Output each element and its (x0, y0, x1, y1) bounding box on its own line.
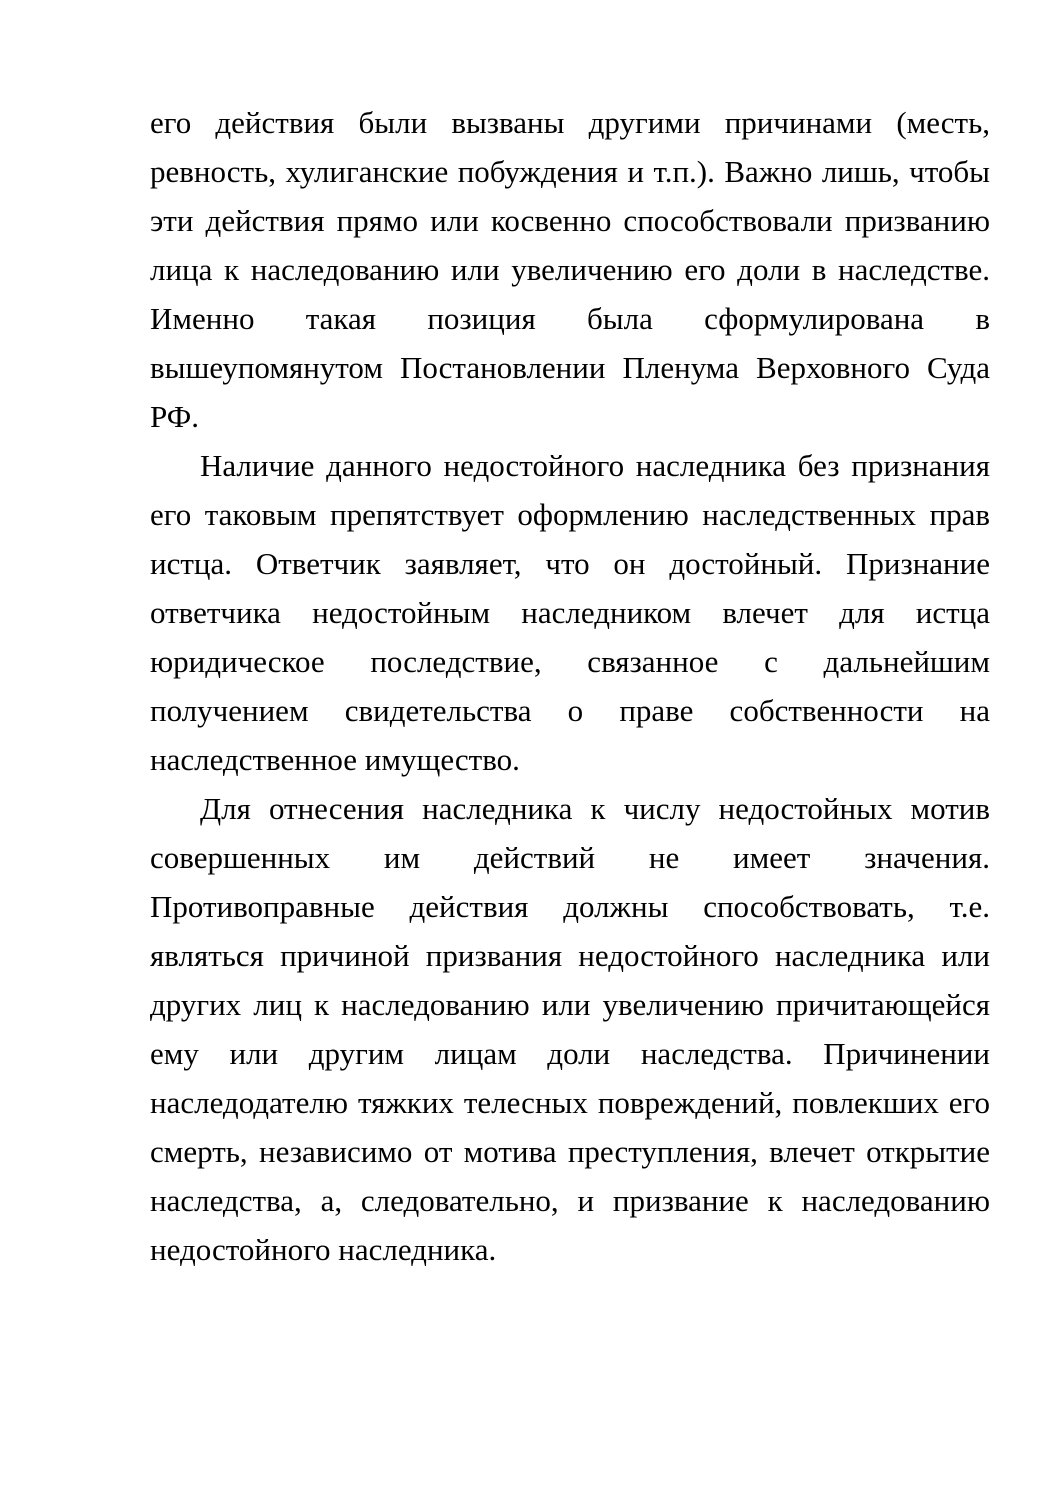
paragraph-1: его действия были вызваны другими причинами (месть, ревность, хулиганские побуждения и т.п.). Важно лишь, чтобы эти действия прямо или косвенно способствовали призванию лица к наследованию или увеличению его доли в наследстве. Именно такая позиция была сформулирована в вышеупомянутом Постановлении Пленума Верховного Суда РФ. (150, 105, 990, 434)
paragraph-2: Наличие данного недостойного наследника без признания его таковым препятствует оформлению наследственных прав истца. Ответчик заявляет, что он достойный. Признание ответчика недостойным наследником влечет для истца юридическое последствие, связанное с дальнейшим получением свидетельства о праве собственности на наследственное имущество. (150, 448, 990, 777)
paragraph-3: Для отнесения наследника к числу недостойных мотив совершенных им действий не имеет значения. Противоправные действия должны способствовать, т.е. являться причиной призвания недостойного наследника или других лиц к наследованию или увеличению причитающейся ему или другим лицам доли наследства. Причинении наследодателю тяжких телесных повреждений, повлекших его смерть, независимо от мотива преступления, влечет открытие наследства, а, следовательно, и призвание к наследованию недостойного наследника. (150, 791, 990, 1267)
document-body (150, 98, 990, 1274)
